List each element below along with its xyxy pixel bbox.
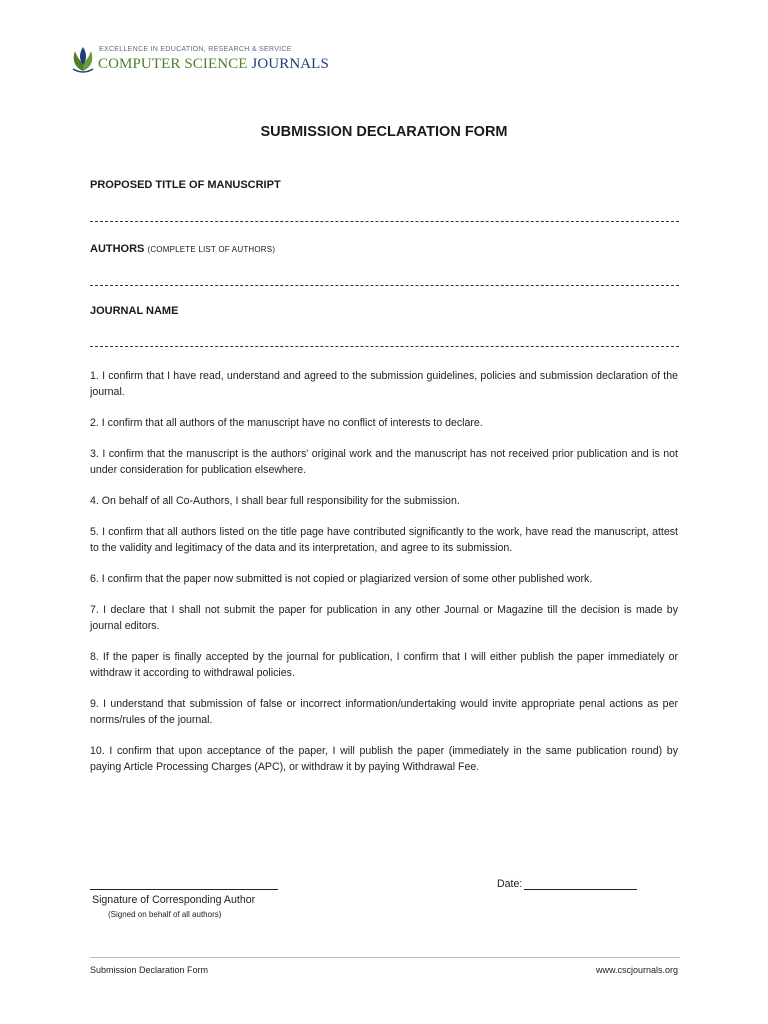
authors-note: (COMPLETE LIST OF AUTHORS)	[147, 245, 276, 254]
declaration-item: 5. I confirm that all authors listed on the title page have contributed significantly to the work, have read the manuscript, attest to the validity and legitimacy of the data and its interpretation, and agree to its submission.	[90, 526, 678, 554]
logo-tagline: EXCELLENCE IN EDUCATION, RESEARCH & SERVICE	[99, 46, 292, 53]
logo-name-part1: COMPUTER SCIENCE	[98, 56, 248, 72]
csc-journals-logo	[70, 43, 329, 75]
declaration-item: 10. I confirm that upon acceptance of the paper, I will publish the paper (immediately in the same publication round) by paying Article Processing Charges (APC), or withdraw it by paying Withdrawal Fee.	[90, 745, 678, 773]
declaration-item: 9. I understand that submission of false or incorrect information/undertaking would invite appropriate penal actions as per norms/rules of the journal.	[90, 698, 678, 726]
signature-note: (Signed on behalf of all authors)	[108, 910, 222, 919]
logo-name	[98, 56, 329, 73]
date-field[interactable]	[524, 889, 637, 890]
declaration-list	[90, 368, 678, 790]
declaration-item: 3. I confirm that the manuscript is the authors' original work and the manuscript has not received prior publication and is not under consideration for publication elsewhere.	[90, 448, 678, 476]
declaration-item: 7. I declare that I shall not submit the paper for publication in any other Journal or Magazine till the decision is made by journal editors.	[90, 604, 678, 632]
footer-divider	[90, 957, 680, 958]
date-label: Date:	[497, 878, 523, 890]
footer-document-name: Submission Declaration Form	[90, 965, 209, 975]
signature-line[interactable]	[90, 889, 278, 890]
journal-name-label: JOURNAL NAME	[90, 305, 179, 317]
declaration-item: 8. If the paper is finally accepted by the journal for publication, I confirm that I will either publish the paper immediately or withdraw it according to withdrawal policies.	[90, 651, 678, 679]
logo-emblem-icon	[70, 45, 96, 73]
authors-label-text: AUTHORS	[90, 243, 145, 255]
footer-website-link[interactable]: www.cscjournals.org	[595, 965, 678, 975]
declaration-item: 4. On behalf of all Co-Authors, I shall bear full responsibility for the submission.	[90, 495, 460, 507]
declaration-item: 6. I confirm that the paper now submitted is not copied or plagiarized version of some other published work.	[90, 573, 593, 585]
manuscript-title-field[interactable]	[90, 221, 679, 222]
form-title: SUBMISSION DECLARATION FORM	[260, 124, 508, 140]
authors-label	[90, 243, 275, 255]
authors-field[interactable]	[90, 285, 679, 286]
manuscript-title-label: PROPOSED TITLE OF MANUSCRIPT	[90, 179, 281, 191]
signature-label: Signature of Corresponding Author	[92, 894, 256, 906]
declaration-item: 1. I confirm that I have read, understand and agreed to the submission guidelines, policies and submission declaration of the journal.	[90, 370, 678, 398]
logo-name-part2: JOURNALS	[251, 56, 329, 72]
declaration-item: 2. I confirm that all authors of the manuscript have no conflict of interests to declare.	[90, 417, 483, 429]
journal-name-field[interactable]	[90, 346, 679, 347]
